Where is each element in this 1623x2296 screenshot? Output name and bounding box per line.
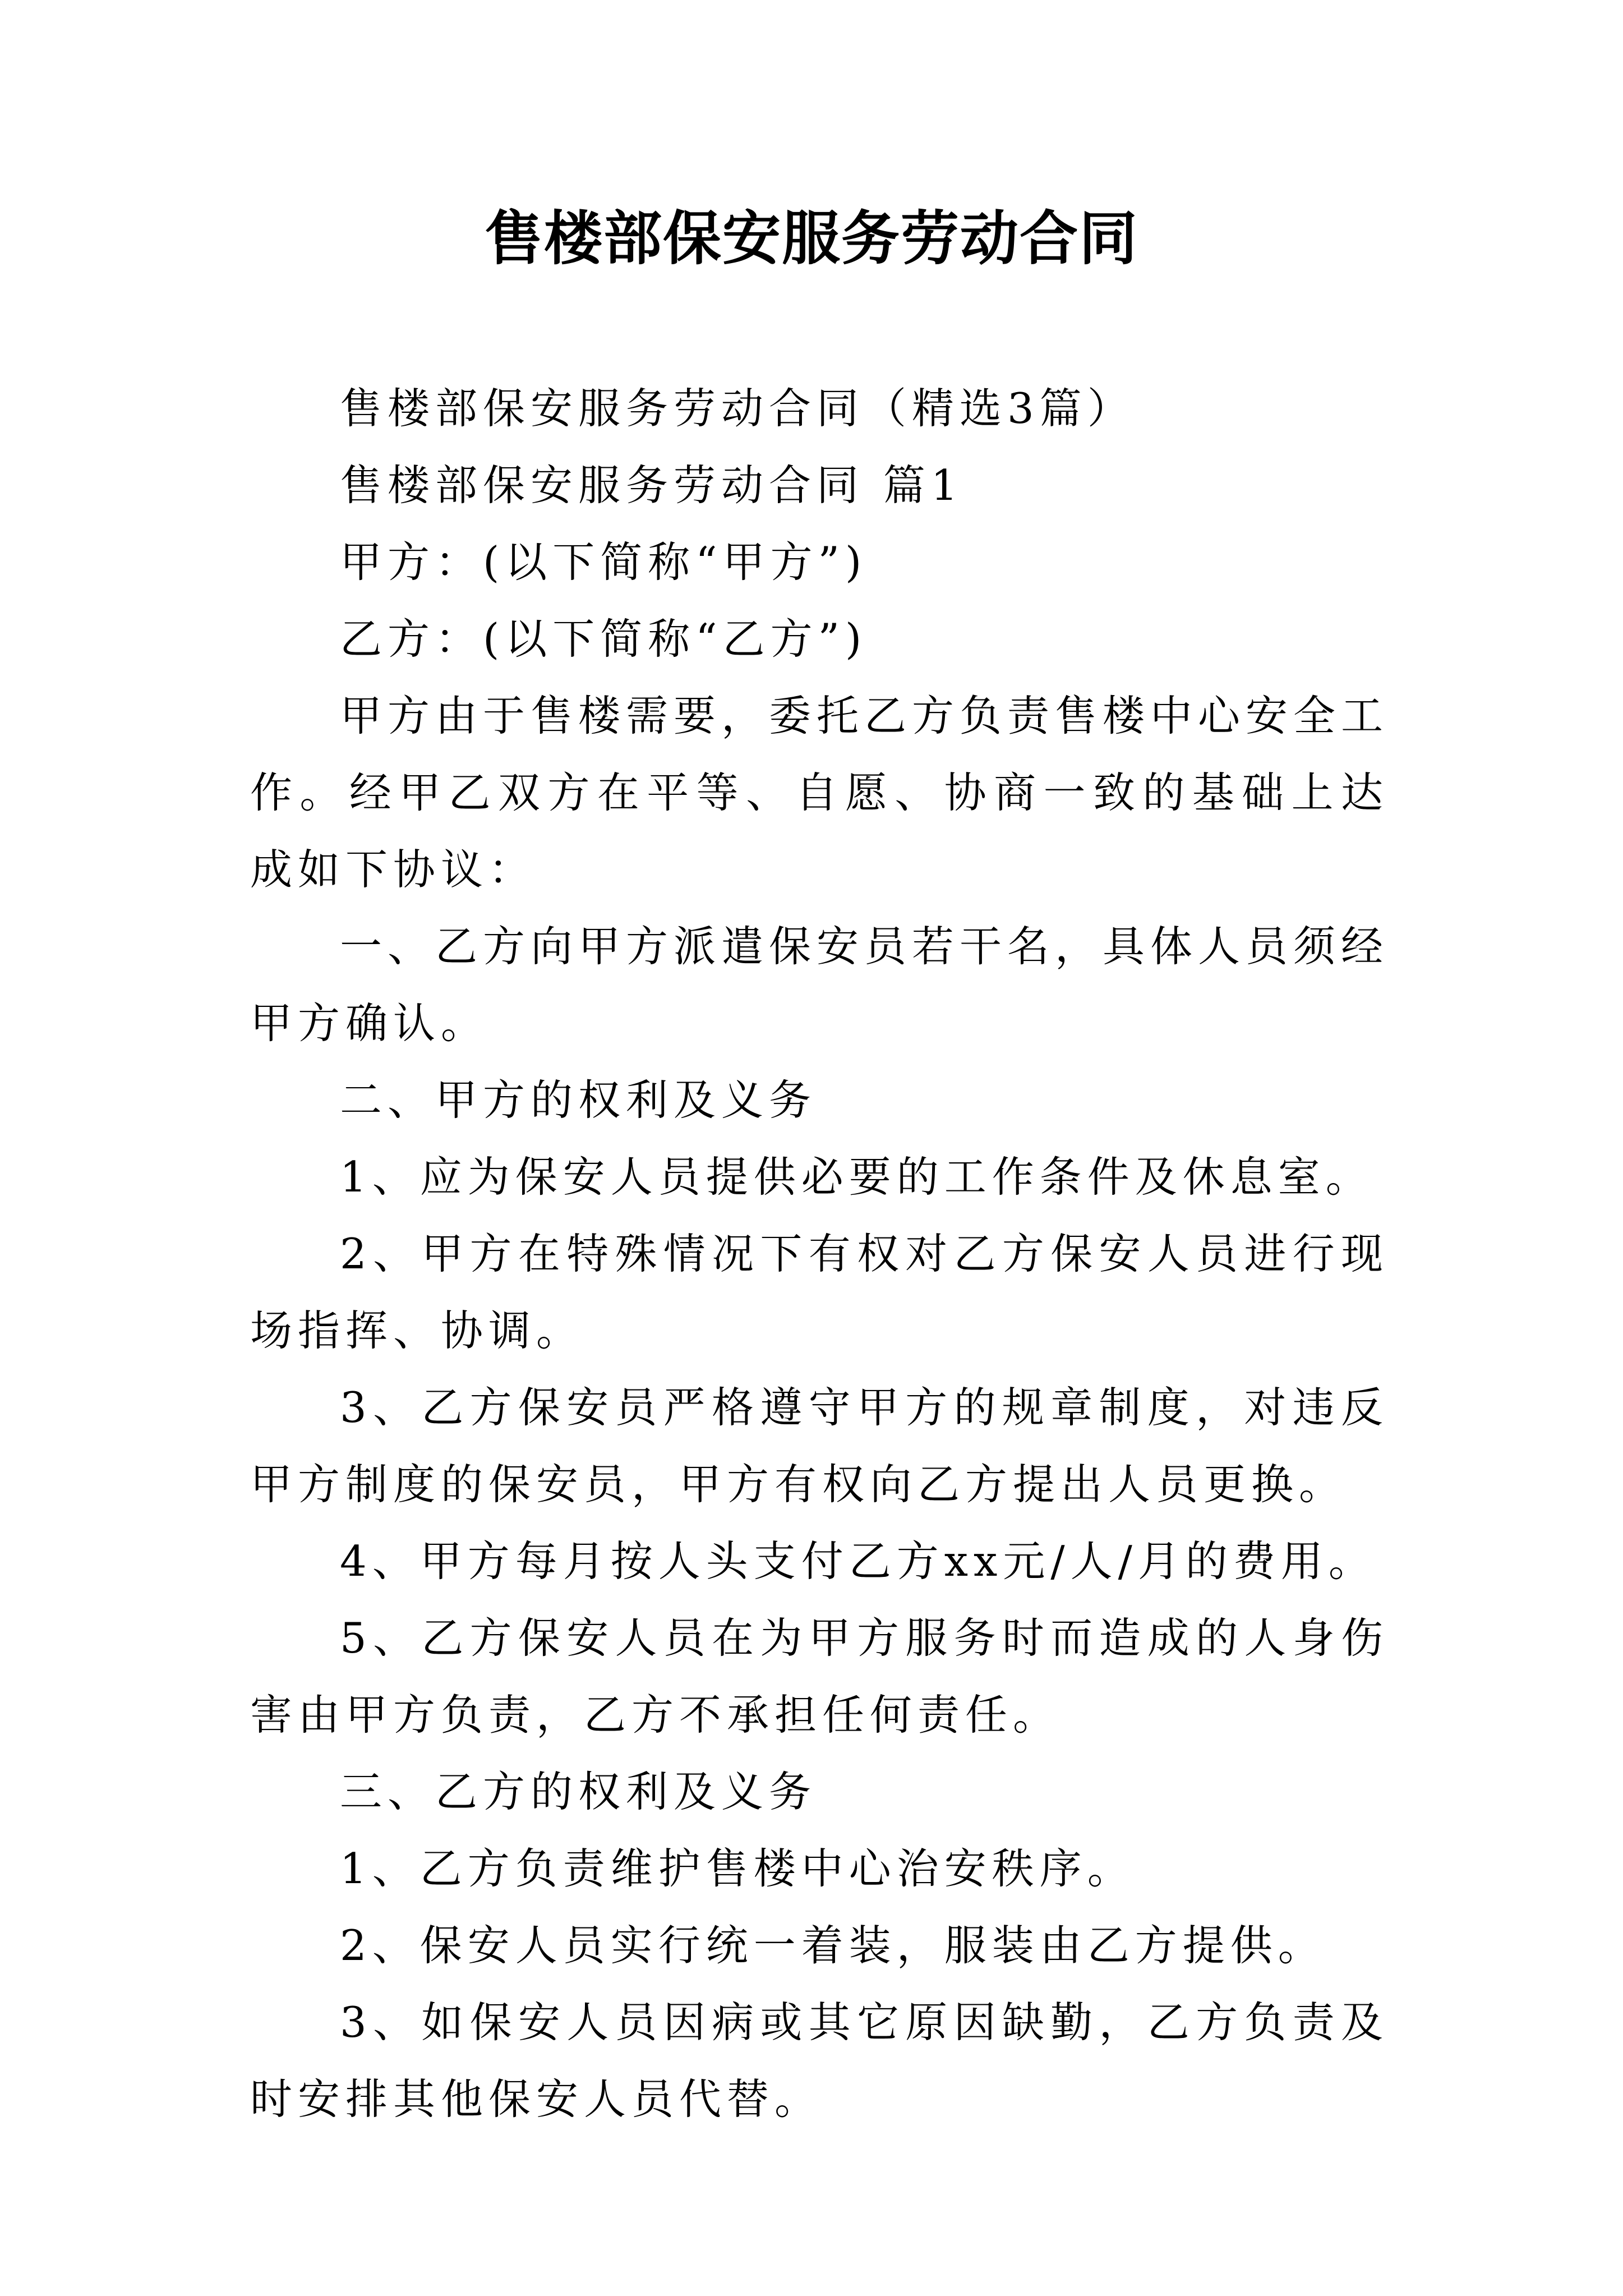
paragraph: 售楼部保安服务劳动合同（精选3篇） — [340, 384, 1135, 433]
paragraph: 乙方：(以下简称“乙方”) — [340, 614, 868, 664]
paragraph: 1、乙方负责维护售楼中心治安秩序。 — [340, 1844, 1135, 1893]
document-title: 售楼部保安服务劳动合同 — [484, 204, 1138, 273]
paragraph: 2、甲方在特殊情况下有权对乙方保安人员进行现场指挥、协调。 — [250, 1229, 1389, 1355]
document-body — [250, 370, 1389, 2138]
paragraph: 3、如保安人员因病或其它原因缺勤，乙方负责及时安排其他保安人员代替。 — [250, 1998, 1389, 2124]
paragraph: 甲方由于售楼需要，委托乙方负责售楼中心安全工作。经甲乙双方在平等、自愿、协商一致的基础上达成如下协议： — [250, 691, 1389, 894]
paragraph: 1、应为保安人员提供必要的工作条件及休息室。 — [340, 1152, 1373, 1202]
paragraph: 售楼部保安服务劳动合同 篇1 — [340, 461, 963, 510]
paragraph: 一、乙方向甲方派遣保安员若干名，具体人员须经甲方确认。 — [250, 922, 1389, 1048]
paragraph: 4、甲方每月按人头支付乙方xx元/人/月的费用。 — [340, 1536, 1376, 1586]
paragraph: 2、保安人员实行统一着装，服装由乙方提供。 — [340, 1921, 1326, 1970]
paragraph: 三、乙方的权利及义务 — [340, 1767, 817, 1816]
paragraph: 5、乙方保安人员在为甲方服务时而造成的人身伤害由甲方负责，乙方不承担任何责任。 — [250, 1613, 1389, 1740]
paragraph: 甲方：(以下简称“甲方”) — [340, 537, 868, 587]
paragraph: 二、甲方的权利及义务 — [340, 1075, 817, 1125]
paragraph: 3、乙方保安员严格遵守甲方的规章制度，对违反甲方制度的保安员，甲方有权向乙方提出人员更换。 — [250, 1383, 1389, 1509]
